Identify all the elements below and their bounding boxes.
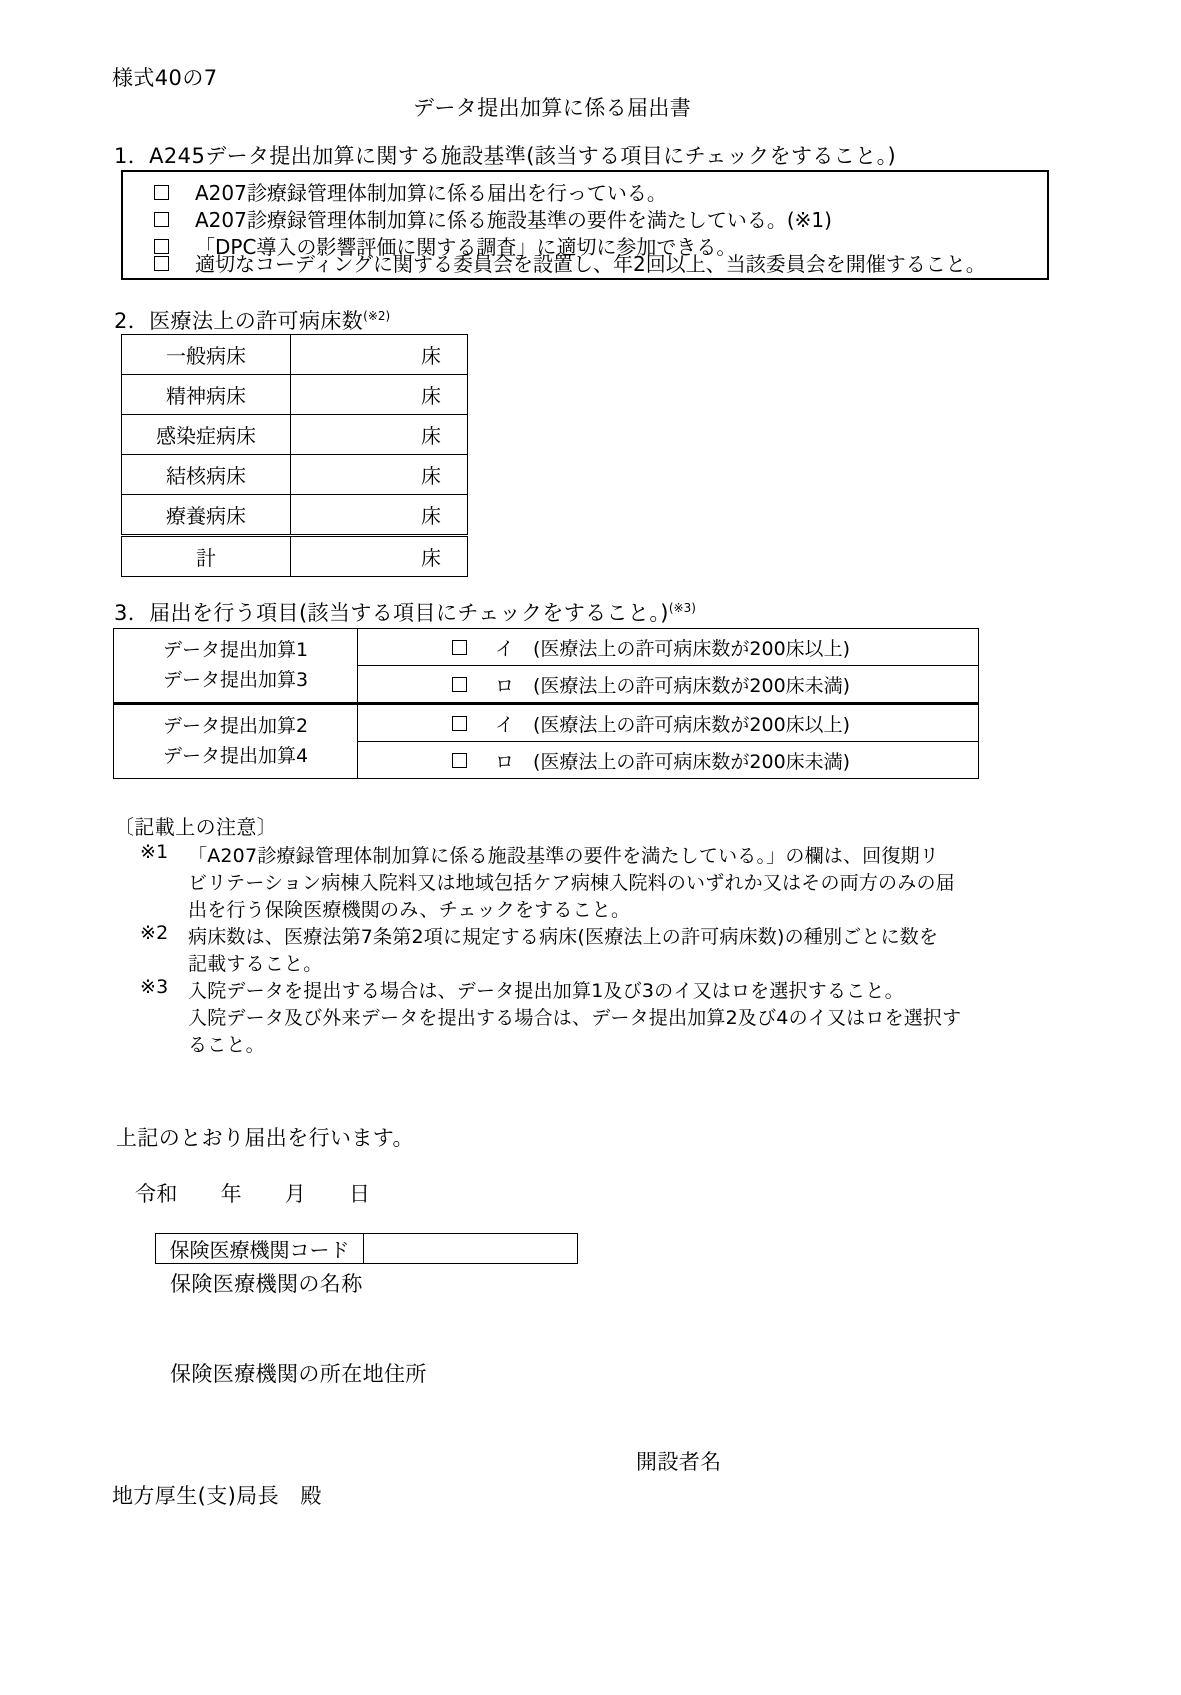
option-label: ロ (医療法上の許可病床数が200床未満) [495, 750, 851, 773]
group-label-1 [114, 629, 358, 704]
group-label-line: データ提出加算1 [162, 639, 309, 662]
option-cell[interactable] [358, 742, 979, 779]
checkbox-icon[interactable] [452, 640, 467, 655]
option-cell[interactable] [358, 629, 979, 666]
institution-name-label: 保険医療機関の名称 [170, 1272, 363, 1296]
checkbox-icon[interactable] [452, 753, 467, 768]
institution-code-label: 保険医療機関コード [156, 1234, 364, 1264]
note-text-line: ビリテーション病棟入院料又は地域包括ケア病棟入院料のいずれか又はその両方のみの届 [188, 872, 955, 894]
checkbox-icon[interactable] [154, 256, 169, 271]
section2-heading-text: 2．医療法上の許可病床数 [114, 309, 364, 333]
note-text-line: 入院データ及び外来データを提出する場合は、データ提出加算2及び4のイ又はロを選択す [188, 1007, 962, 1029]
checkbox-label: 適切なコーディングに関する委員会を設置し、年2回以上、当該委員会を開催すること。 [195, 251, 986, 276]
bed-type-label: 感染症病床 [122, 415, 291, 455]
note-marker-2: ※2 [140, 922, 169, 944]
bed-total-label: 計 [122, 536, 291, 577]
bed-type-label: 療養病床 [122, 495, 291, 536]
section1-checkbox-row[interactable] [123, 206, 1047, 233]
bed-count-field[interactable]: 床 [291, 455, 468, 495]
note-text-line: 病床数は、医療法第7条第2項に規定する病床(医療法上の許可病床数)の種別ごとに数を [188, 926, 939, 948]
group-label-line: データ提出加算3 [162, 668, 309, 691]
institution-code-input[interactable] [364, 1234, 578, 1264]
section3-heading-text: 3．届出を行う項目(該当する項目にチェックをすること。) [114, 601, 669, 625]
section1-checkbox-box [121, 170, 1049, 280]
checkbox-label: 「DPC導入の影響評価に関する調査」に適切に参加できる。 [195, 234, 737, 259]
checkbox-icon[interactable] [452, 716, 467, 731]
institution-code-table [155, 1233, 578, 1264]
bed-count-field[interactable]: 床 [291, 335, 468, 375]
note-text-line: 「A207診療録管理体制加算に係る施設基準の要件を満たしている。」の欄は、回復期リ [188, 845, 939, 867]
section1-checkbox-row[interactable] [123, 179, 1047, 206]
table-row [114, 704, 979, 742]
note-text-line: 入院データを提出する場合は、データ提出加算1及び3のイ又はロを選択すること。 [188, 980, 904, 1002]
table-row-total [122, 536, 468, 577]
section1-heading: 1．A245データ提出加算に関する施設基準(該当する項目にチェックをすること。) [114, 144, 897, 168]
section2-heading-superscript: (※2) [363, 309, 391, 323]
declaration-statement: 上記のとおり届出を行います。 [116, 1126, 414, 1150]
table-row [122, 415, 468, 455]
section3-heading-superscript: (※3) [668, 601, 696, 615]
checkbox-icon[interactable] [154, 212, 169, 227]
institution-address-label: 保険医療機関の所在地住所 [170, 1362, 427, 1386]
date-line[interactable]: 令和 年 月 日 [135, 1182, 371, 1206]
group-label-line: データ提出加算4 [162, 744, 309, 767]
checkbox-icon[interactable] [154, 185, 169, 200]
declaration-item-table [113, 628, 979, 779]
bed-total-field[interactable]: 床 [291, 536, 468, 577]
note-text-line: 出を行う保険医療機関のみ、チェックをすること。 [188, 899, 631, 921]
option-cell[interactable] [358, 666, 979, 704]
table-row [122, 335, 468, 375]
bed-count-field[interactable]: 床 [291, 495, 468, 536]
table-row [122, 495, 468, 536]
bed-count-table [121, 334, 468, 577]
checkbox-icon[interactable] [452, 677, 467, 692]
founder-label: 開設者名 [636, 1450, 722, 1474]
option-cell[interactable] [358, 704, 979, 742]
group-label-2 [114, 704, 358, 779]
option-label: ロ (医療法上の許可病床数が200床未満) [495, 674, 851, 697]
section1-checkbox-row[interactable] [123, 250, 1047, 277]
table-row [122, 375, 468, 415]
section2-heading [114, 305, 390, 335]
bed-type-label: 精神病床 [122, 375, 291, 415]
note-marker-1: ※1 [140, 841, 169, 863]
table-row [114, 629, 979, 666]
checkbox-label: A207診療録管理体制加算に係る届出を行っている。 [195, 180, 667, 205]
bed-count-field[interactable]: 床 [291, 375, 468, 415]
bed-type-label: 結核病床 [122, 455, 291, 495]
bureau-label: 地方厚生(支)局長 殿 [112, 1484, 322, 1508]
note-text-line: 記載すること。 [188, 953, 323, 975]
note-marker-3: ※3 [140, 976, 169, 998]
group-label-line: データ提出加算2 [162, 715, 309, 738]
form-number: 様式40の7 [112, 66, 218, 90]
option-label: イ (医療法上の許可病床数が200床以上) [495, 637, 851, 660]
section3-heading [114, 597, 696, 627]
bed-type-label: 一般病床 [122, 335, 291, 375]
option-label: イ (医療法上の許可病床数が200床以上) [495, 713, 851, 736]
table-row [122, 455, 468, 495]
bed-count-field[interactable]: 床 [291, 415, 468, 455]
note-text-line: ること。 [188, 1034, 265, 1056]
checkbox-label: A207診療録管理体制加算に係る施設基準の要件を満たしている。(※1) [195, 207, 832, 232]
table-row [156, 1234, 578, 1264]
document-title: データ提出加算に係る届出書 [413, 96, 692, 120]
notes-title: 〔記載上の注意〕 [114, 815, 278, 839]
